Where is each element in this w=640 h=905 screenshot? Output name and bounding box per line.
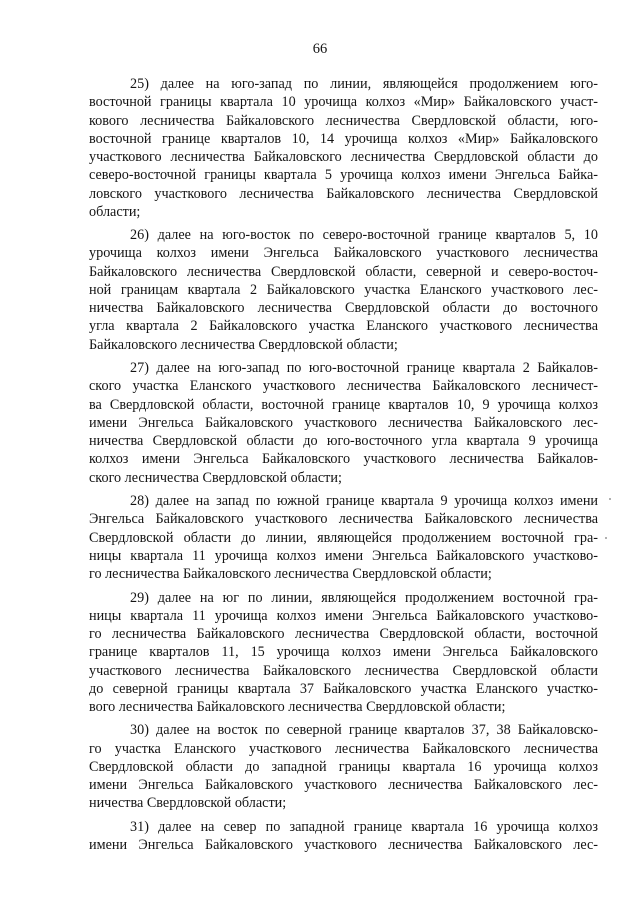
text-line: восточной границе кварталов 10, 14 урочища колхоз «Мир» Байкаловского <box>89 130 598 147</box>
text-line: участкового лесничества Байкаловского лесничества Свердловской области <box>89 662 598 679</box>
text-line: го участка Еланского участкового лесничества Байкаловского лесничества <box>89 740 598 757</box>
document-body <box>89 75 598 860</box>
text-line: 29) далее на юг по линии, являющейся продолжением восточной гра- <box>130 589 598 606</box>
paragraph-30 <box>89 721 598 812</box>
text-line: 25) далее на юго-запад по линии, являющейся продолжением юго- <box>130 76 598 92</box>
text-line: кового лесничества Байкаловского лесничества Свердловской области, юго- <box>89 112 598 129</box>
text-line: ничества Байкаловского лесничества Свердловской области до восточного <box>89 300 598 317</box>
text-line: 27) далее на юго-запад по юго-восточной границе квартала 2 Байкалов- <box>130 360 598 377</box>
text-line: ва Свердловской области, восточной границе кварталов 10, 9 урочища колхоз <box>89 396 598 413</box>
text-line: го лесничества Байкаловского лесничества Свердловской области; <box>89 566 492 583</box>
page-number: 66 <box>312 41 328 57</box>
paragraph-27 <box>89 359 598 487</box>
scan-speck <box>609 498 611 500</box>
text-line: ского участка Еланского участкового лесничества Байкаловского лесничест- <box>89 378 598 395</box>
text-line: северо-восточной границы квартала 5 урочища колхоз имени Энгельса Байка- <box>89 167 598 184</box>
text-line: урочища колхоз имени Энгельса Байкаловского участкового лесничества <box>89 245 598 262</box>
text-line: области; <box>89 203 141 220</box>
text-line: до северной границы квартала 37 Байкаловского участка Еланского участко- <box>89 680 598 697</box>
paragraph-26 <box>89 226 598 354</box>
text-line: ницы квартала 11 урочища колхоз имени Энгельса Байкаловского участково- <box>89 607 598 624</box>
text-line: вого лесничества Байкаловского лесничества Свердловской области; <box>89 699 506 715</box>
text-line: имени Энгельса Байкаловского участкового лесничества Байкаловского лес- <box>89 777 598 794</box>
text-line: имени Энгельса Байкаловского участкового лесничества Байкаловского лес- <box>89 414 598 431</box>
text-line: 26) далее на юго-восток по северо-восточной границе кварталов 5, 10 <box>130 227 598 244</box>
paragraph-31 <box>89 818 598 855</box>
text-line: Энгельса Байкаловского участкового лесничества Байкаловского лесничества <box>89 511 598 528</box>
scan-speck <box>605 537 607 539</box>
text-line: Свердловской области до западной границы квартала 16 урочища колхоз <box>89 758 598 775</box>
text-line: участкового лесничества Байкаловского лесничества Свердловской области до <box>89 149 598 165</box>
text-line: ского лесничества Свердловской области; <box>89 469 342 486</box>
text-line: Свердловской области до линии, являющейся продолжением восточной гра- <box>89 529 598 546</box>
text-line: 28) далее на запад по южной границе квартала 9 урочища колхоз имени <box>130 493 598 510</box>
text-line: го лесничества Байкаловского лесничества Свердловской области, восточной <box>89 626 598 642</box>
text-line: ницы квартала 11 урочища колхоз имени Энгельса Байкаловского участково- <box>89 547 598 564</box>
text-line: ничества Свердловской области; <box>89 795 287 812</box>
text-line: ничества Свердловской области до юго-восточного угла квартала 9 урочища <box>89 433 598 450</box>
text-line: колхоз имени Энгельса Байкаловского участкового лесничества Байкалов- <box>89 451 598 468</box>
text-line: угла квартала 2 Байкаловского участка Еланского участкового лесничества <box>89 318 598 335</box>
paragraph-28 <box>89 492 598 583</box>
text-line: 31) далее на север по западной границе квартала 16 урочища колхоз <box>130 818 598 835</box>
text-line: ной границам квартала 2 Байкаловского участка Еланского участкового лес- <box>89 281 598 298</box>
text-line: Байкаловского лесничества Свердловской области, северной и северо-восточ- <box>89 263 598 280</box>
text-line: восточной границы квартала 10 урочища колхоз «Мир» Байкаловского участ- <box>89 94 598 111</box>
paragraph-25 <box>89 75 598 221</box>
text-line: Байкаловского лесничества Свердловской области; <box>89 336 398 353</box>
paragraph-29 <box>89 589 598 717</box>
text-line: границе кварталов 11, 15 урочища колхоз имени Энгельса Байкаловского <box>89 644 598 661</box>
text-line: ловского участкового лесничества Байкаловского лесничества Свердловской <box>89 185 598 202</box>
text-line: 30) далее на восток по северной границе кварталов 37, 38 Байкаловско- <box>130 722 598 739</box>
text-line: имени Энгельса Байкаловского участкового лесничества Байкаловского лес- <box>89 837 598 854</box>
